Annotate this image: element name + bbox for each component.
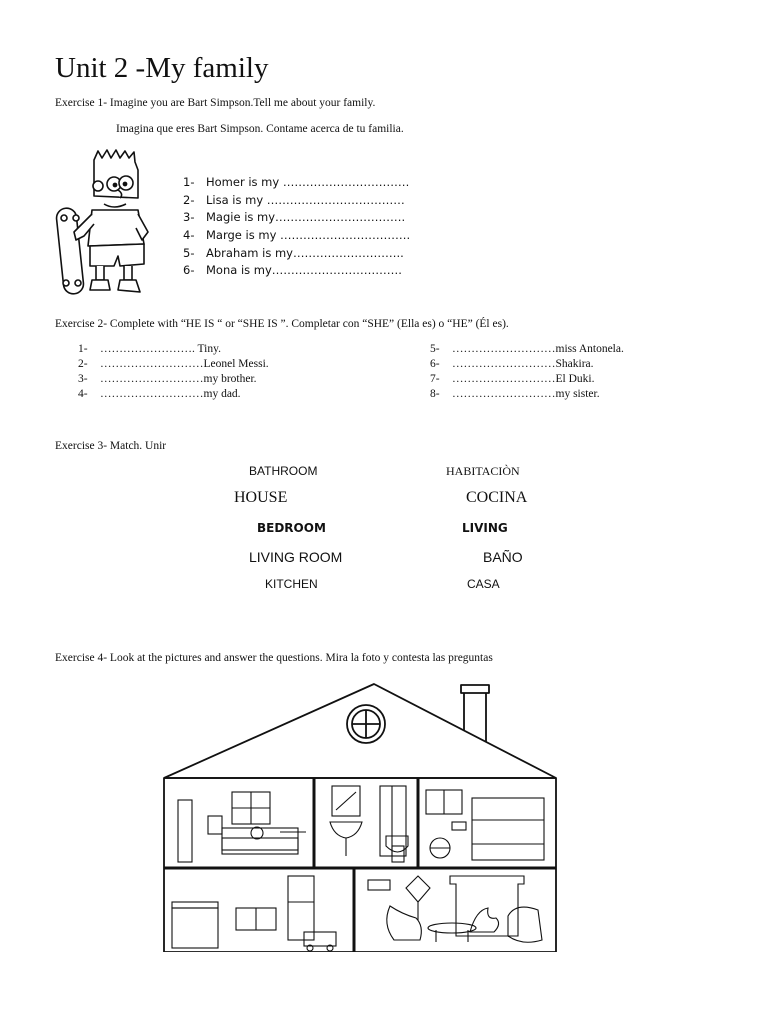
list-item-text: ………………………Leonel Messi. xyxy=(100,358,269,370)
match-word-habitacion: HABITACIÒN xyxy=(446,464,520,478)
list-item-text: ………………………my sister. xyxy=(452,388,600,400)
list-item-text: Abraham is my……………………….. xyxy=(206,246,404,260)
bart-simpson-illustration xyxy=(52,148,152,298)
match-word-living-room: LIVING ROOM xyxy=(249,549,343,565)
list-item-num: 3- xyxy=(183,210,195,224)
list-item-num: 2- xyxy=(183,193,195,207)
list-item-text: ………………………El Duki. xyxy=(452,373,595,385)
list-item-num: 3- xyxy=(78,373,88,385)
list-item-text: ………………………miss Antonela. xyxy=(452,343,624,355)
list-item-text: Magie is my……………………………. xyxy=(206,210,406,224)
match-word-casa: CASA xyxy=(467,577,500,591)
list-item-text: ………………………my dad. xyxy=(100,388,241,400)
list-item-text: ……………………. Tiny. xyxy=(100,343,221,355)
list-item-text: Lisa is my ……………………………… xyxy=(206,193,405,207)
list-item-text: Marge is my ……………………………. xyxy=(206,228,411,242)
list-item-num: 4- xyxy=(78,388,88,400)
list-item-text: Mona is my……………………………. xyxy=(206,263,402,277)
exercise-2-heading: Exercise 2- Complete with “HE IS “ or “SHE IS ”. Completar con “SHE” (Ella es) o “HE” (Él es). xyxy=(55,318,509,330)
list-item-num: 1- xyxy=(183,175,195,189)
page-title: Unit 2 -My family xyxy=(55,52,269,84)
list-item-num: 8- xyxy=(430,388,440,400)
match-word-bathroom: BATHROOM xyxy=(249,464,318,478)
list-item-text: Homer is my …………………………… xyxy=(206,175,410,189)
match-word-kitchen: KITCHEN xyxy=(265,577,318,591)
list-item-text: ………………………Shakira. xyxy=(452,358,594,370)
list-item-num: 5- xyxy=(183,246,195,260)
exercise-3-heading: Exercise 3- Match. Unir xyxy=(55,440,167,452)
list-item-num: 7- xyxy=(430,373,440,385)
list-item-num: 6- xyxy=(430,358,440,370)
list-item-num: 4- xyxy=(183,228,195,242)
match-word-house: HOUSE xyxy=(234,489,288,506)
list-item-num: 1- xyxy=(78,343,88,355)
exercise-1-heading: Exercise 1- Imagine you are Bart Simpson.Tell me about your family. xyxy=(55,97,376,109)
list-item-num: 5- xyxy=(430,343,440,355)
match-word-cocina: COCINA xyxy=(466,489,528,506)
exercise-1-subheading: Imagina que eres Bart Simpson. Contame acerca de tu familia. xyxy=(116,123,404,135)
match-word-bano: BAÑO xyxy=(483,549,523,565)
match-word-bedroom: BEDROOM xyxy=(257,521,326,535)
match-word-living: LIVING xyxy=(462,521,508,535)
list-item-num: 6- xyxy=(183,263,195,277)
house-illustration xyxy=(160,680,560,952)
list-item-text: ………………………my brother. xyxy=(100,373,257,385)
exercise-4-heading: Exercise 4- Look at the pictures and answer the questions. Mira la foto y contesta las preguntas xyxy=(55,652,493,664)
list-item-num: 2- xyxy=(78,358,88,370)
